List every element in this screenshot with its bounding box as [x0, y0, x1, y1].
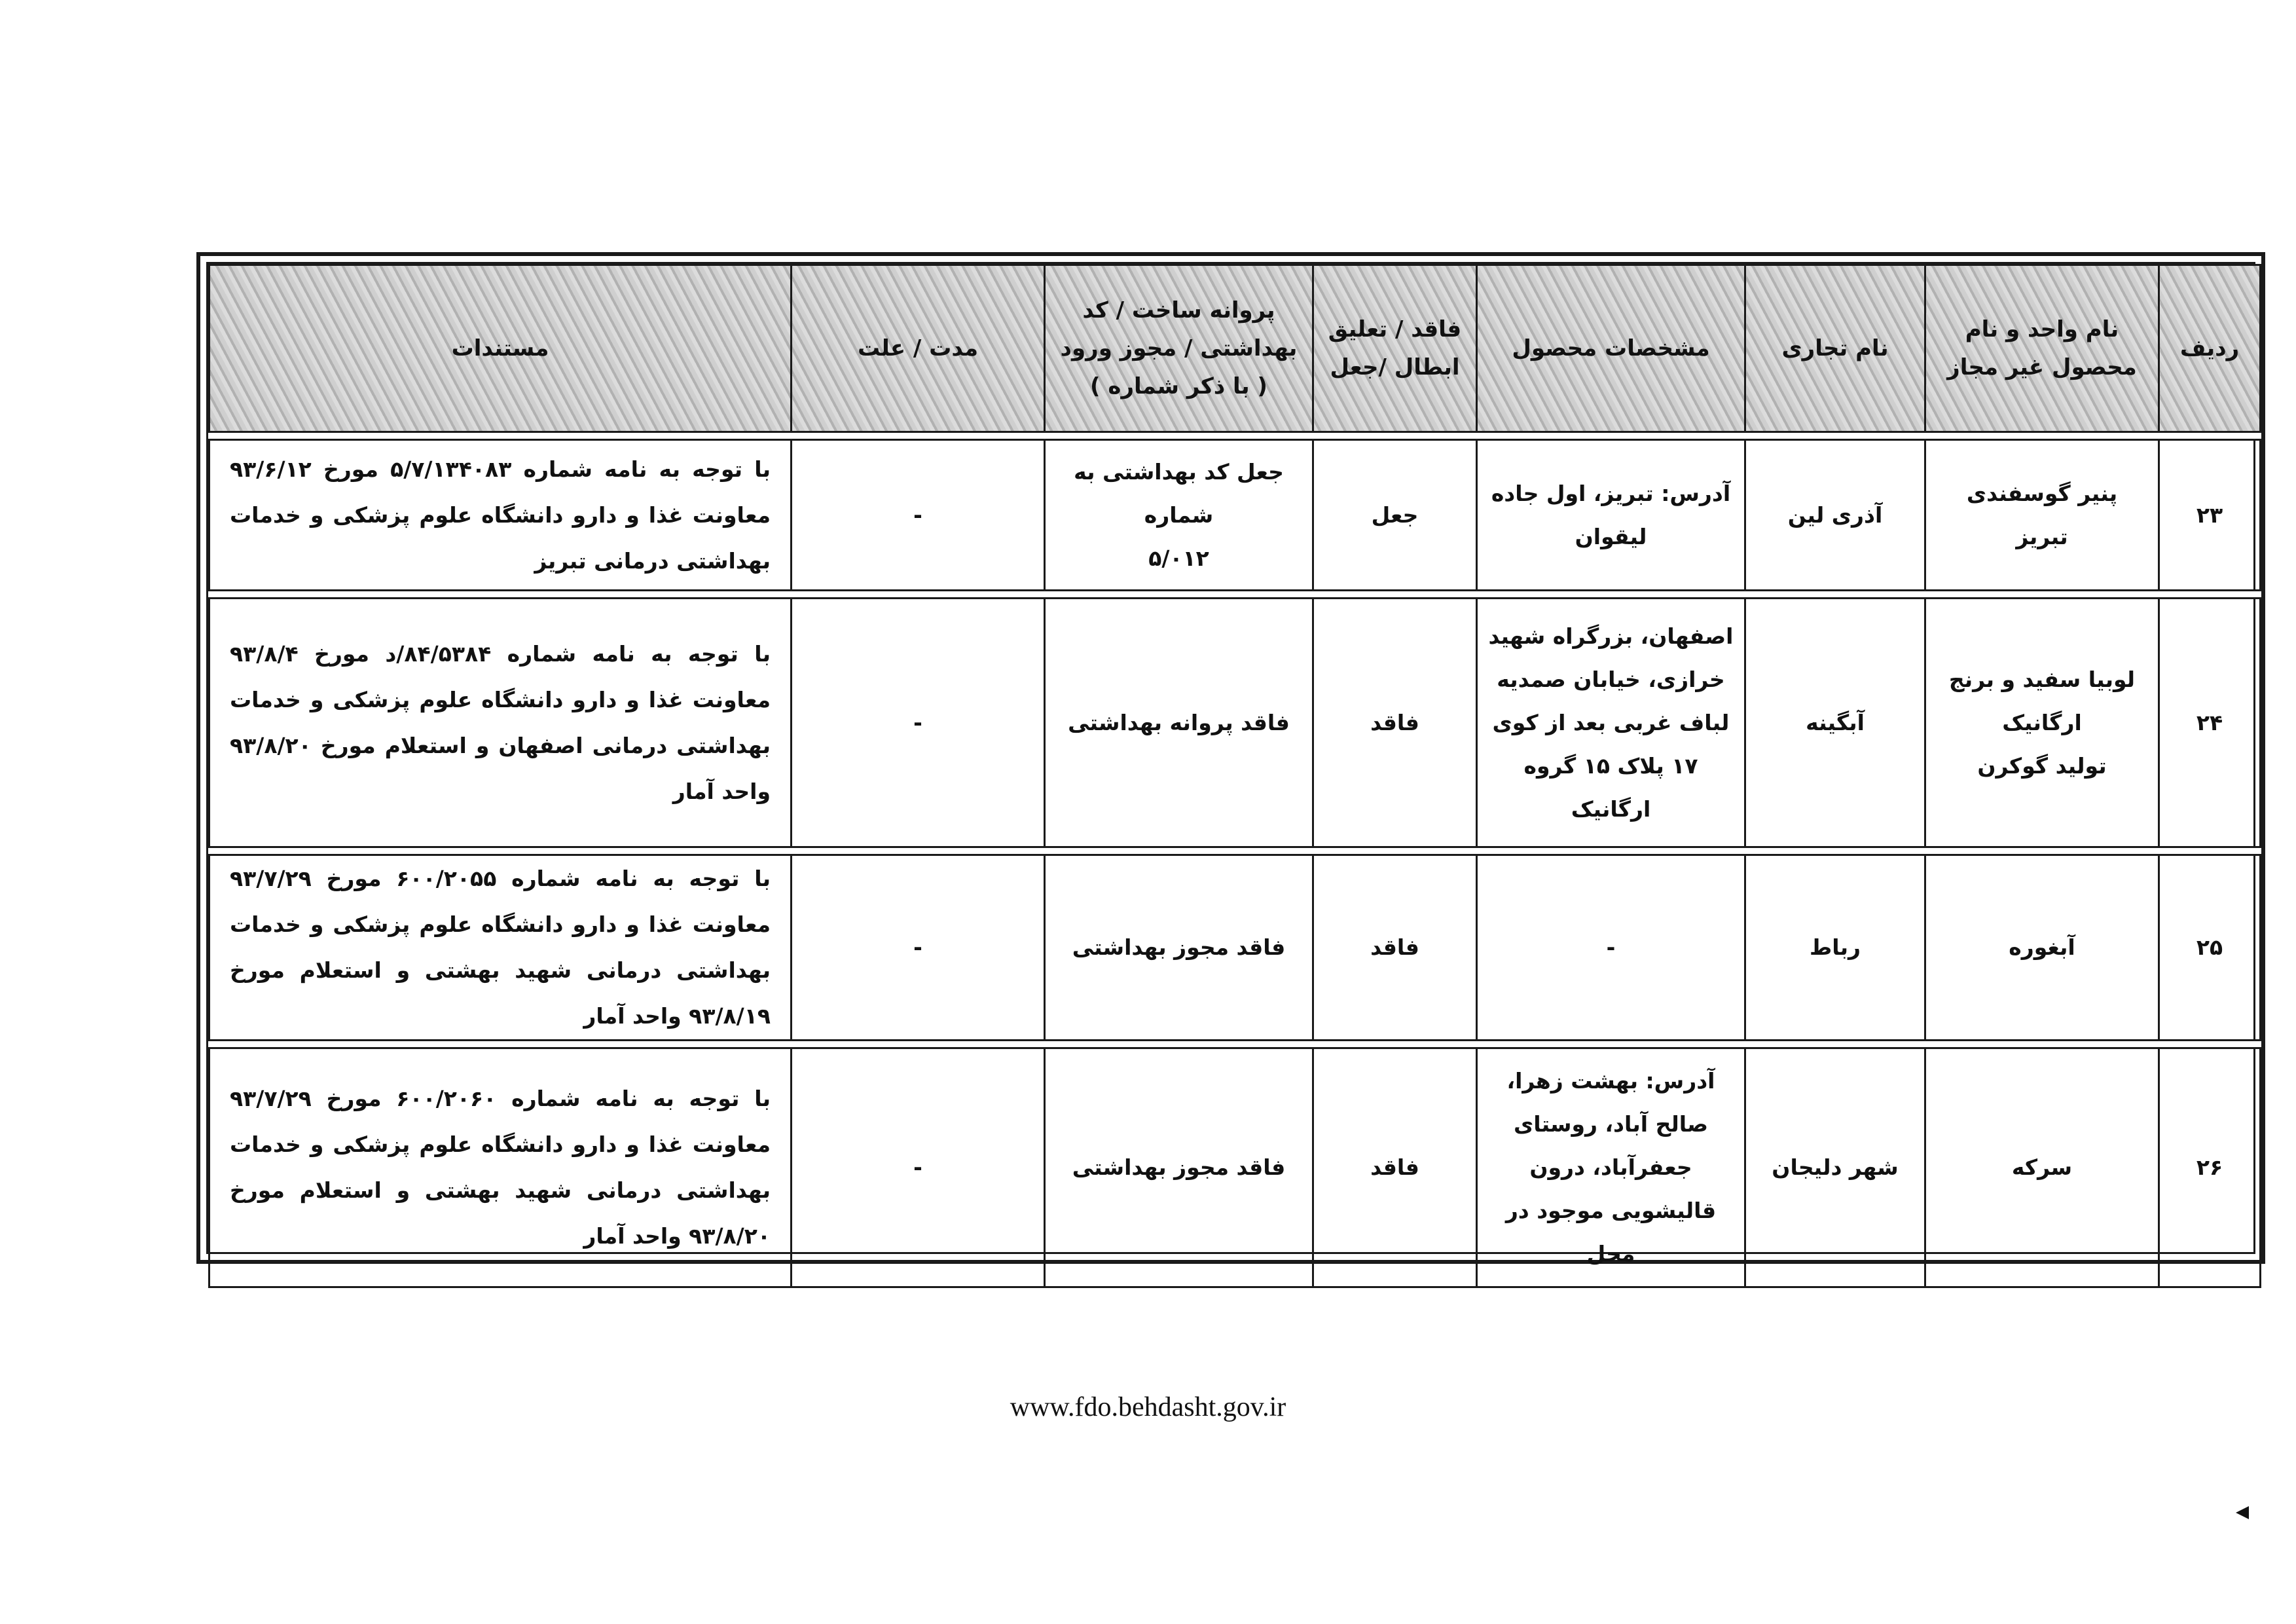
separator-cell [210, 591, 2261, 599]
cell-row-no: ۲۶ [2159, 1048, 2261, 1287]
header-line: نام واحد و نام [1965, 316, 2119, 342]
cell-row-no: ۲۴ [2159, 599, 2261, 847]
cell-line: تولید گوکرن [1977, 752, 2107, 779]
cell-line: لیقوان [1575, 523, 1647, 549]
page-corner-mark [2236, 1506, 2249, 1519]
cell-line: ۵/۰۱۲ [1148, 545, 1209, 571]
cell-duration-reason: - [792, 440, 1045, 591]
cell-license [1045, 599, 1313, 847]
row-separator [210, 847, 2261, 855]
cell-license [1045, 1048, 1313, 1287]
cell-line: خرازی، خیابان صمدیه [1497, 666, 1725, 692]
cell-line: پنیر گوسفندی [1966, 480, 2118, 506]
table-row [210, 1048, 2261, 1287]
cell-line: فاقد پروانه بهداشتی [1068, 709, 1290, 735]
separator-cell [210, 1041, 2261, 1048]
header-line: پروانه ساخت / کد [1082, 297, 1275, 323]
cell-line: ارگانیک [1571, 796, 1651, 822]
cell-license [1045, 855, 1313, 1041]
cell-status: جعل [1313, 440, 1477, 591]
cell-unit-product-name [1925, 440, 2159, 591]
cell-line: آبغوره [2009, 934, 2075, 960]
cell-row-no: ۲۵ [2159, 855, 2261, 1041]
cell-trade-name: شهر دلیجان [1745, 1048, 1925, 1287]
cell-line: سرکه [2011, 1154, 2073, 1180]
footer-website: www.fdo.behdasht.gov.ir [1010, 1392, 1286, 1422]
header-line: ابطال /جعل [1330, 354, 1460, 380]
table-row [210, 440, 2261, 591]
cell-line: جعل کد بهداشتی به [1074, 458, 1284, 485]
cell-trade-name: آبگینه [1745, 599, 1925, 847]
cell-product-specs [1477, 1048, 1745, 1287]
cell-unit-product-name [1925, 1048, 2159, 1287]
cell-license [1045, 440, 1313, 591]
cell-documents: با توجه به نامه شماره ۵/۷/۱۳۴۰۸۳ مورخ ۹۳/۶/۱۲ معاونت غذا و دارو دانشگاه علوم پزشکی و خدمات بهداشتی درمانی تبریز [210, 440, 792, 591]
header-line: محصول غیر مجاز [1947, 354, 2137, 380]
cell-line: تبریز [2016, 523, 2068, 549]
cell-line: شماره [1144, 502, 1214, 528]
cell-duration-reason: - [792, 599, 1045, 847]
header-documents: مستندات [210, 265, 792, 432]
cell-line: آدرس: تبریز، اول جاده [1491, 480, 1731, 506]
cell-line: - [1606, 934, 1616, 960]
header-line: بهداشتی / مجوز ورود [1060, 335, 1298, 361]
document-frame [196, 252, 2265, 1264]
header-unit-product-name [1925, 265, 2159, 432]
cell-unit-product-name [1925, 599, 2159, 847]
separator-cell [210, 847, 2261, 855]
cell-line: فاقد مجوز بهداشتی [1072, 934, 1286, 960]
header-line: ( با ذکر شماره ) [1090, 373, 1267, 399]
separator-cell [210, 432, 2261, 440]
cell-status: فاقد [1313, 599, 1477, 847]
cell-line: فاقد مجوز بهداشتی [1072, 1154, 1286, 1180]
row-separator [210, 432, 2261, 440]
row-separator [210, 591, 2261, 599]
cell-product-specs [1477, 855, 1745, 1041]
cell-documents: با توجه به نامه شماره ۸۴/۵۳۸۴/د مورخ ۹۳/۸/۴ معاونت غذا و دارو دانشگاه علوم پزشکی و خدمات بهداشتی درمانی اصفهان و استعلام مورخ ۹۳/۸/۲۰ واحد آمار [210, 599, 792, 847]
header-trade-name: نام تجاری [1745, 265, 1925, 432]
cell-documents: با توجه به نامه شماره ۶۰۰/۲۰۶۰ مورخ ۹۳/۷/۲۹ معاونت غذا و دارو دانشگاه علوم پزشکی و خدمات بهداشتی درمانی شهید بهشتی و استعلام مورخ ۹۳/۸/۲۰ واحد آمار [210, 1048, 792, 1287]
cell-trade-name: آذری لین [1745, 440, 1925, 591]
cell-line: ۱۷ پلاک ۱۵ گروه [1523, 752, 1698, 779]
header-duration-reason: مدت / علت [792, 265, 1045, 432]
header-license [1045, 265, 1313, 432]
banned-products-table [208, 264, 2261, 1288]
cell-line: قالیشویی موجود در [1505, 1198, 1717, 1223]
header-line: فاقد / تعلیق [1328, 316, 1462, 342]
cell-unit-product-name [1925, 855, 2159, 1041]
cell-line: صالح آباد، روستای [1513, 1111, 1709, 1137]
document-inner-frame [206, 262, 2255, 1266]
cell-line: آدرس: بهشت زهرا، [1506, 1068, 1715, 1094]
header-status [1313, 265, 1477, 432]
header-product-specs: مشخصات محصول [1477, 265, 1745, 432]
cell-row-no: ۲۳ [2159, 440, 2261, 591]
cell-duration-reason: - [792, 855, 1045, 1041]
cell-status: فاقد [1313, 855, 1477, 1041]
header-row-no: ردیف [2159, 265, 2261, 432]
table-row [210, 599, 2261, 847]
table-header-row [210, 265, 2261, 432]
table-row [210, 855, 2261, 1041]
cell-line: لباف غربی بعد از کوی [1492, 709, 1730, 735]
cell-documents: با توجه به نامه شماره ۶۰۰/۲۰۵۵ مورخ ۹۳/۷/۲۹ معاونت غذا و دارو دانشگاه علوم پزشکی و خدمات بهداشتی درمانی شهید بهشتی و استعلام مورخ ۹۳/۸/۱۹ واحد آمار [210, 855, 792, 1041]
row-separator [210, 1041, 2261, 1048]
cell-trade-name: رباط [1745, 855, 1925, 1041]
cell-duration-reason: - [792, 1048, 1045, 1287]
cell-product-specs [1477, 599, 1745, 847]
cell-line: لوبیا سفید و برنج [1948, 666, 2136, 692]
cell-line: جعفرآباد، درون [1529, 1154, 1692, 1180]
cell-product-specs [1477, 440, 1745, 591]
cell-line: اصفهان، بزرگراه شهید [1488, 623, 1734, 649]
cell-status: فاقد [1313, 1048, 1477, 1287]
cell-line: محل [1586, 1241, 1635, 1266]
cell-line: ارگانیک [2002, 709, 2082, 735]
